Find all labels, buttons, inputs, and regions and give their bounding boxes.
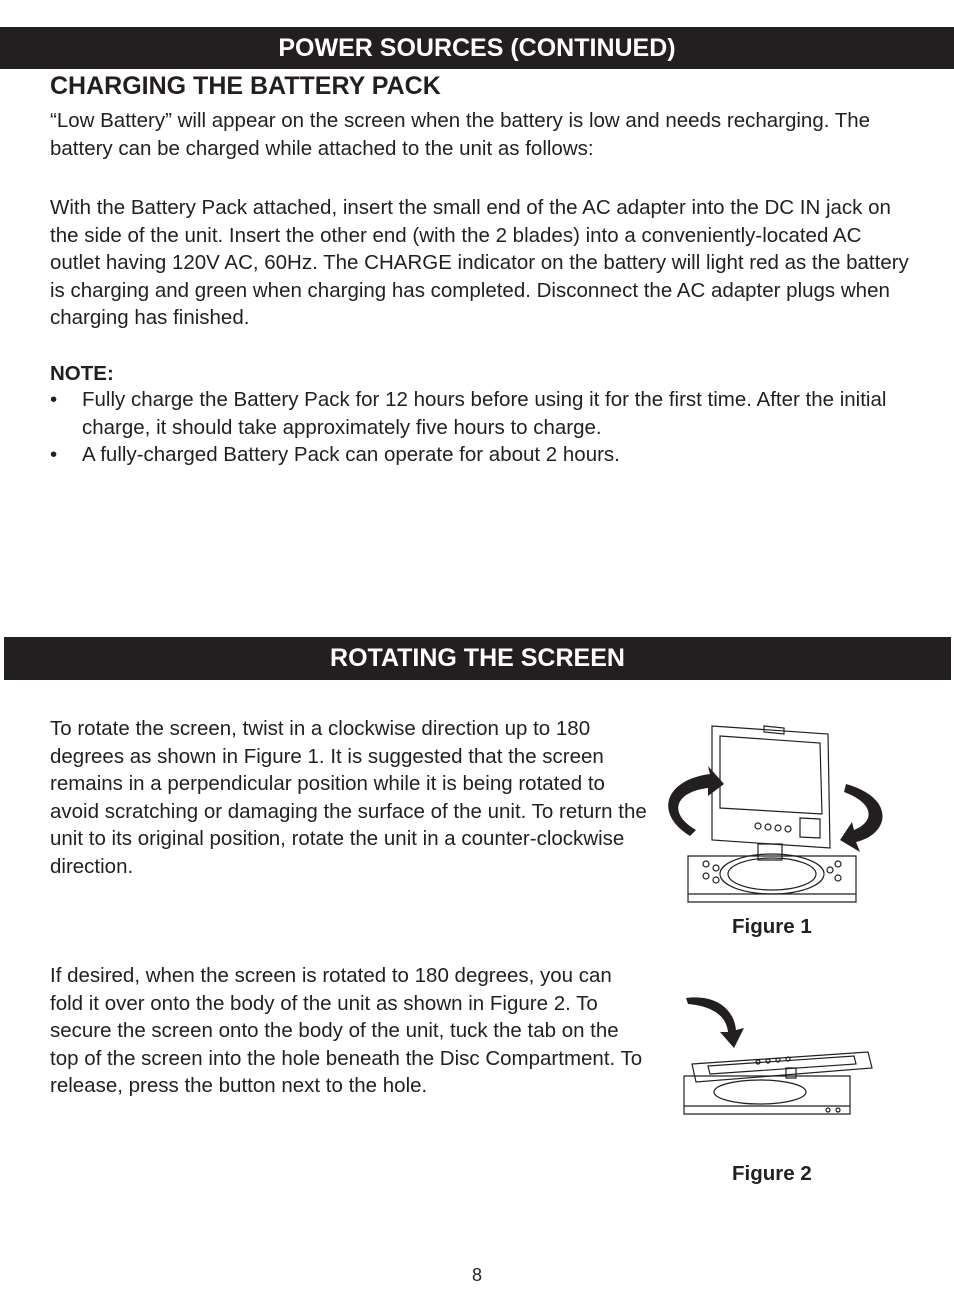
note-label: NOTE: xyxy=(50,362,114,385)
note-text: A fully-charged Battery Pack can operate for about 2 hours. xyxy=(82,443,620,466)
section-header-rotating-screen: ROTATING THE SCREEN xyxy=(4,637,951,680)
paragraph-rotate: To rotate the screen, twist in a clockwise direction up to 180 degrees as shown in Figure 1. It is suggested that the screen remains in a perpendicular position while it is being rotated to avoid scratching or damaging the surface of the unit. To return the unit to its original position, rotate the unit in a counter-clockwise direction. xyxy=(50,717,647,878)
page-number: 8 xyxy=(471,1265,482,1285)
figure-2-fold-illustration xyxy=(678,990,910,1120)
paragraph-fold: If desired, when the screen is rotated to 180 degrees, you can fold it over onto the body of the unit as shown in Figure 2. To secure the screen onto the body of the unit, tuck the tab on the top of the screen into the hole beneath the Disc Compartment. To release, press the button next to the hole. xyxy=(50,964,643,1097)
paragraph-low-battery: “Low Battery” will appear on the screen when the battery is low and needs recharging. The battery can be charged while attached to the unit as follows: xyxy=(50,109,871,160)
bullet-icon: • xyxy=(50,443,58,466)
figure-1-caption: Figure 1 xyxy=(732,915,812,938)
note-list xyxy=(50,386,910,469)
note-item xyxy=(50,441,910,469)
figure-1-rotate-illustration xyxy=(660,718,892,908)
paragraph-charging-steps: With the Battery Pack attached, insert the small end of the AC adapter into the DC IN jack on the side of the unit. Insert the other end (with the 2 blades) into a conveniently-located AC outlet having 120V AC, 60Hz. The CHARGE indicator on the battery will light red as the battery is charging and green when charging has completed. Disconnect the AC adapter plugs when charging has finished. xyxy=(50,196,909,329)
note-text: Fully charge the Battery Pack for 12 hours before using it for the first time. After the initial charge, it should take approximately five hours to charge. xyxy=(82,388,887,439)
figure-2-caption: Figure 2 xyxy=(732,1162,812,1185)
note-item xyxy=(50,386,910,441)
section-header-power-sources: POWER SOURCES (CONTINUED) xyxy=(0,27,954,69)
bullet-icon: • xyxy=(50,388,58,411)
subheading-charging: CHARGING THE BATTERY PACK xyxy=(50,72,441,100)
